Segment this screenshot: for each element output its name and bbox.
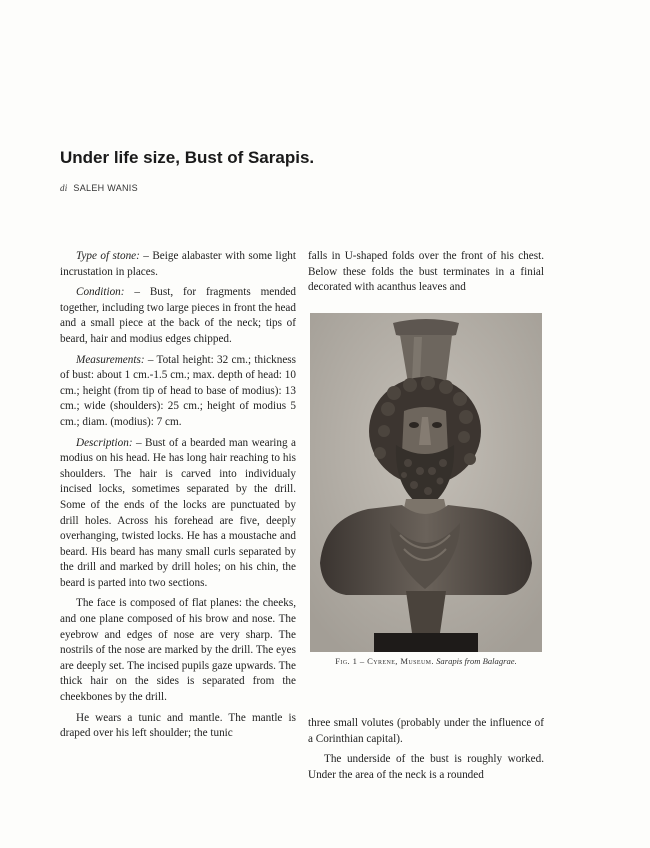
paragraph-underside: The underside of the bust is roughly worked. Under the area of the neck is a rounded <box>308 753 544 781</box>
paragraph-label: Description: <box>76 436 133 449</box>
paragraph-type-of-stone <box>60 249 296 280</box>
right-column-top <box>308 249 544 301</box>
author-name: SALEH WANIS <box>73 183 138 193</box>
paragraph-text: He wears a tunic and mantle. The mantle is draped over his left shoulder; the tunic <box>60 711 296 740</box>
right-column-bottom <box>308 716 544 788</box>
byline <box>60 183 138 193</box>
paragraph-text: – Bust of a bearded man wearing a modius on his head. He has long hair reaching to his shoulders. The hair is carved into individualy incised locks, sometimes separated by the drill. Some of the ends of the locks are punctuated by drill holes. Across his forehead are five, deeply overhanging, twisted locks. He has a moustache and beard. His beard has many small curls separated by the drill and marked by drill holes; on his chin, the beard is parted into two sections. <box>60 436 296 589</box>
paragraph-text: – Bust, for fragments mended together, including two large pieces in front the head and a small piece at the back of the neck; tips of beard, hair and modius edges chipped. <box>60 286 296 345</box>
paragraph-continuation: falls in U-shaped folds over the front of his chest. Below these folds the bust terminates in a finial decorated with acanthus leaves and <box>308 250 544 294</box>
paragraph-face <box>60 596 296 705</box>
figure-caption <box>310 656 542 666</box>
sarapis-bust-photo <box>310 313 542 652</box>
paragraph-text: – Beige alabaster with some light incrustation in places. <box>60 250 296 278</box>
paragraph-text: The face is composed of flat planes: the cheeks, and one plane composed of his brow and nose. The eyebrow and edges of nose are very sharp. The nostrils of the nose are marked by the drill. The eyes are deeply set. The incised pupils gaze upwards. The thick hair on the sides is separated from the cheekbones by the drill. <box>60 597 296 704</box>
paragraph-text: – Total height: 32 cm.; thickness of bust: about 1 cm.-1.5 cm.; max. depth of head: 10 cm.; height (from tip of head to base of modius): 13 cm.; wide (shoulders): 25 cm.; height of modius 5 cm.; diam. (modius): 7 cm. <box>60 353 296 428</box>
paragraph-condition <box>60 285 296 347</box>
paragraph-description <box>60 436 296 592</box>
paragraph-label: Condition: <box>76 286 125 299</box>
article-title: Under life size, Bust of Sarapis. <box>60 148 315 167</box>
paragraph-label: Measurements: <box>76 353 145 366</box>
paragraph-volutes: three small volutes (probably under the influence of a Corinthian capital). <box>308 717 544 745</box>
bust-illustration <box>310 313 542 652</box>
paragraph-label: Type of stone: <box>76 250 140 262</box>
left-column <box>60 249 296 747</box>
caption-prefix: Fig. 1 – Cyrene, Museum. <box>335 656 434 666</box>
paragraph-measurements <box>60 353 296 431</box>
caption-title: Sarapis from Balagrae. <box>436 656 517 666</box>
byline-prefix: di <box>60 183 68 193</box>
paragraph-tunic <box>60 711 296 742</box>
